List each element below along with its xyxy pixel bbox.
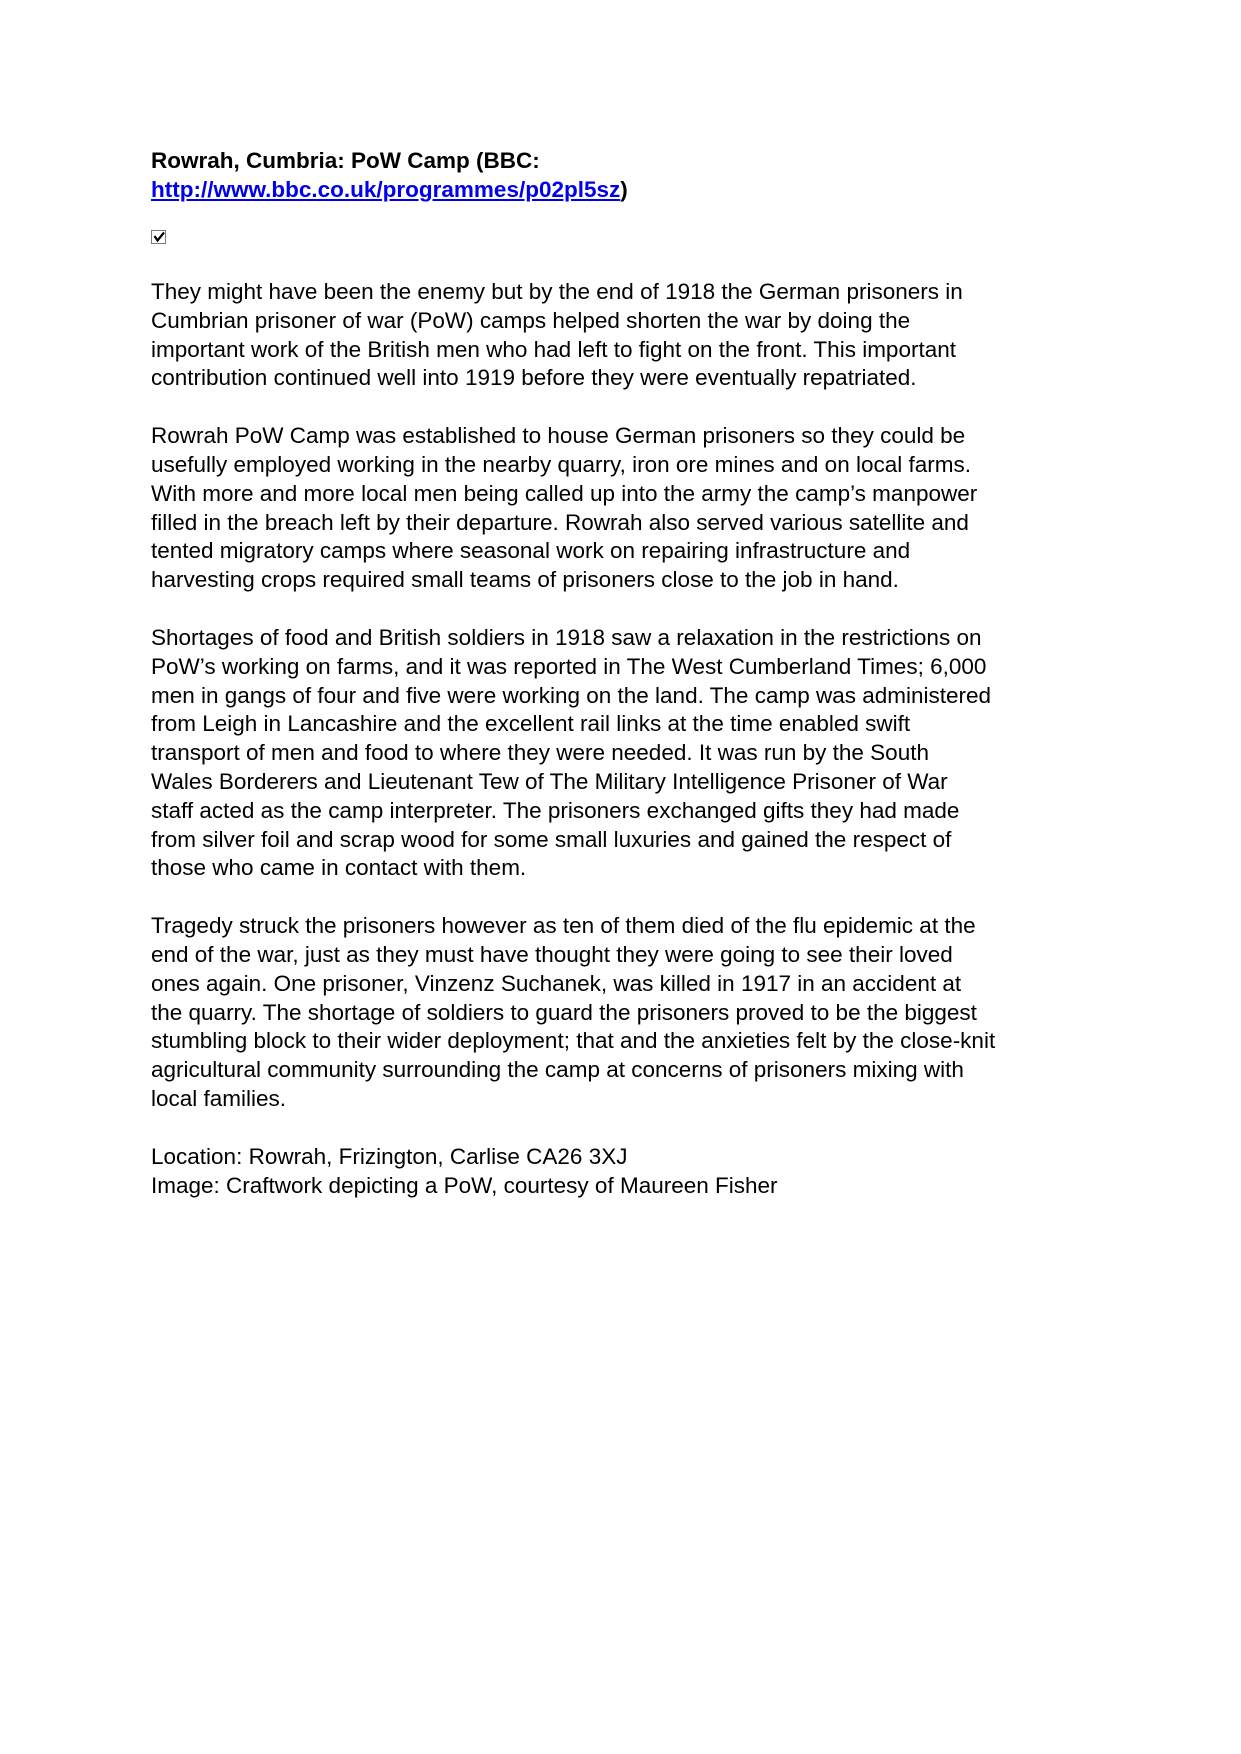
page-title [151, 146, 1111, 204]
checkmark-icon [153, 231, 165, 243]
paragraph-camp-establishment: Rowrah PoW Camp was established to house German prisoners so they could be usefully employed working in the nearby quarry, iron ore mines and on local farms. With more and more local men being called up into the army the camp’s manpower filled in the breach left by their departure. Rowrah also served various satellite and tented migratory camps where seasonal work on repairing infrastructure and harvesting crops required small teams of prisoners close to the job in hand. [151, 423, 978, 593]
paragraph-shortages: Shortages of food and British soldiers in 1918 saw a relaxation in the restrictions on PoW’s working on farms, and it was reported in The West Cumberland Times; 6,000 men in gangs of four and five were working on the land. The camp was administered from Leigh in Lancashire and the excellent rail links at the time enabled swift transport of men and food to where they were needed. It was run by the South Wales Borderers and Lieutenant Tew of The Military Intelligence Prisoner of War staff acted as the camp interpreter. The prisoners exchanged gifts they had made from silver foil and scrap wood for some small luxuries and gained the respect of those who came in contact with them. [151, 624, 992, 881]
title-closing-paren: ) [620, 177, 628, 202]
paragraph-intro: They might have been the enemy but by the end of 1918 the German prisoners in Cumbrian prisoner of war (PoW) camps helped shorten the war by doing the important work of the British men who had left to fight on the front. This important contribution continued well into 1919 before they were eventually repatriated. [151, 279, 963, 391]
bbc-programme-link[interactable]: http://www.bbc.co.uk/programmes/p02pl5sz [151, 177, 621, 202]
image-credit-caption: Image: Craftwork depicting a PoW, courtesy of Maureen Fisher [151, 1172, 778, 1198]
broken-image-checkbox-icon [151, 230, 166, 244]
location-caption: Location: Rowrah, Frizington, Carlise CA26 3XJ [151, 1143, 628, 1169]
paragraph-tragedy: Tragedy struck the prisoners however as ten of them died of the flu epidemic at the end of the war, just as they must have thought they were going to see their loved ones again. One prisoner, Vinzenz Suchanek, was killed in 1917 in an accident at the quarry. The shortage of soldiers to guard the prisoners proved to be the biggest stumbling block to their wider deployment; that and the anxieties felt by the close-knit agricultural community surrounding the camp at concerns of prisoners mixing with local families. [151, 913, 996, 1111]
title-text: Rowrah, Cumbria: PoW Camp (BBC: [151, 148, 540, 173]
document-page [151, 146, 1111, 1200]
captions-block [151, 1143, 1111, 1201]
